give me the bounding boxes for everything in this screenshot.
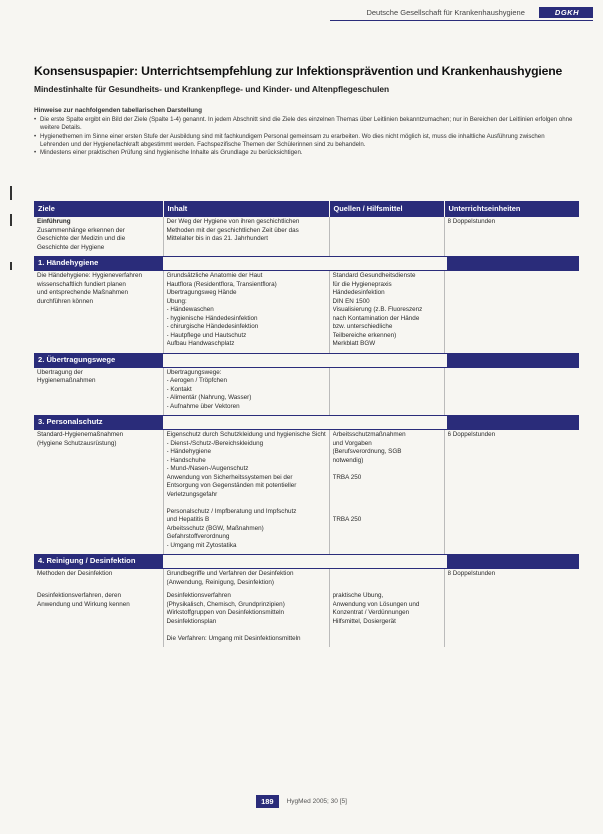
cell-line: Mittelalter bis in das 21. Jahrhundert	[166, 235, 269, 242]
section-title: 4. Reinigung / Desinfektion	[34, 554, 163, 569]
cell-line: Verletzungsgefahr	[166, 490, 218, 498]
table-cell	[163, 569, 329, 591]
table-cell	[444, 591, 579, 647]
table-cell	[163, 430, 329, 554]
hint-item: • Die erste Spalte ergibt ein Bild der Ziele (Spalte 1-4) genannt. In jedem Abschnitt sind die Ziele des einzelnen Themas über Leitlinien bekanntzumachen; nur in Bereichen der Leitlinien erfolgen ohne weitere Details.	[34, 116, 574, 132]
scan-mark	[10, 262, 12, 270]
section-title: 2. Übertragungswege	[34, 353, 163, 368]
cell-line: Methoden der Desinfektion	[37, 570, 113, 577]
cell-line: Teilbereiche erkennen)	[332, 331, 397, 339]
cell-line: Personalschutz / Impfberatung und Impfschutz	[166, 507, 297, 515]
scan-mark	[10, 186, 12, 200]
cell-line: wissenschaftlich fundiert planen	[37, 280, 126, 288]
cell-line: Gefahrstoffverordnung	[166, 533, 230, 540]
cell-line: - Umgang mit Zytostatika	[166, 541, 237, 549]
cell-line: Händedesinfektion	[332, 289, 385, 296]
table-cell	[444, 368, 579, 416]
cell-line	[333, 508, 441, 517]
table-cell	[329, 569, 444, 591]
table-cell	[444, 430, 579, 554]
cell-line: Standard Gesundheitsdienste	[332, 272, 416, 279]
cell-line: Eigenschutz durch Schutzkleidung und hygienische Sicht	[166, 431, 326, 438]
cell-line: Anwendung und Wirkung kennen	[37, 600, 130, 608]
cell-line	[167, 499, 326, 508]
hints-list	[34, 116, 574, 157]
table-row	[34, 569, 579, 591]
intro-heading: Einführung	[37, 218, 71, 225]
cell-line: notwendig)	[332, 456, 364, 464]
cell-line: Hygienemaßnahmen	[37, 377, 96, 384]
cell-line: Anwendung von Sicherheitssystemen bei der	[166, 473, 293, 481]
cell-line: Arbeitsschutz (BGW, Maßnahmen)	[166, 524, 264, 532]
cell-line: Übertragungswege:	[166, 368, 222, 376]
cell-line: - Mund-/Nasen-/Augenschutz	[166, 465, 249, 472]
cell-line: 6 Doppelstunden	[447, 431, 496, 438]
section-header-row	[34, 415, 579, 430]
dgkh-logo: DGKH	[539, 7, 593, 18]
cell-line: - Aerogen / Tröpfchen	[166, 377, 228, 384]
cell-line: Visualisierung (z.B. Fluoreszenz	[332, 306, 423, 313]
curriculum-table	[34, 201, 579, 647]
cell-line: Entsorgung von Gegenständen mit potentieller	[166, 482, 297, 489]
cell-line: durchführen können	[37, 297, 94, 305]
cell-line: und entsprechende Maßnahmen	[37, 289, 129, 296]
cell-line: (Berufsverordnung, SGB	[332, 448, 402, 455]
cell-line: DIN EN 1500	[332, 297, 370, 305]
cell-line: (Anwendung, Reinigung, Desinfektion)	[166, 578, 274, 586]
table-cell	[329, 591, 444, 647]
header-org: Deutsche Gesellschaft für Krankenhaushygiene	[366, 8, 525, 17]
section-title: 3. Personalschutz	[34, 415, 163, 430]
cell-line: - Alimentär (Nahrung, Wasser)	[166, 394, 252, 401]
cell-line: - Dienst-/Schutz-/Bereichskleidung	[166, 439, 264, 447]
table-cell	[444, 271, 579, 353]
section-title: 1. Händehygiene	[34, 256, 163, 271]
table-row	[34, 271, 579, 353]
table-cell	[34, 271, 163, 353]
page-number: 189	[256, 795, 279, 808]
cell-line: Hautflora (Residentflora, Transientflora)	[166, 280, 277, 288]
cell-line	[167, 626, 326, 635]
cell-line: bzw. unterschiedliche	[332, 323, 393, 330]
cell-line: Wirkstoffgruppen von Desinfektionsmitteln	[166, 609, 284, 616]
table-body	[34, 217, 579, 647]
hint-item: • Mindestens einer praktischen Prüfung sind hygienische Inhalte als Grundlage zu berücksichtigen.	[34, 149, 574, 157]
hints-block	[34, 107, 574, 157]
cell-line: Geschichte der Medizin und die	[37, 235, 126, 242]
header-rule	[330, 20, 593, 21]
page-footer	[0, 795, 603, 808]
cell-line: TRBA 250	[332, 473, 362, 481]
table-cell	[444, 569, 579, 591]
cell-line: und Vorgaben	[332, 439, 372, 447]
section-header-row	[34, 554, 579, 569]
cell-line: praktische Übung,	[332, 592, 384, 599]
cell-line: Hilfsmittel, Dosiergerät	[332, 617, 396, 625]
cell-line: - Handschuhe	[166, 456, 206, 464]
table-header-row	[34, 201, 579, 217]
cell-line: Konzentrat / Verdünnungen	[332, 609, 410, 616]
cell-line: und Hepatitis B	[166, 516, 210, 523]
header-ziele: Ziele	[34, 201, 163, 217]
cell-line: Anwendung von Lösungen und	[332, 600, 420, 608]
cell-line: - Kontakt	[166, 385, 192, 393]
table-row	[34, 368, 579, 416]
table-cell	[163, 591, 329, 647]
intro-quellen	[329, 217, 444, 256]
cell-line: Grundsätzliche Anatomie der Haut	[166, 272, 263, 279]
cell-line	[333, 499, 441, 508]
table-cell	[329, 430, 444, 554]
table-cell	[34, 591, 163, 647]
running-header	[330, 6, 593, 19]
cell-line: Desinfektionsverfahren	[166, 592, 231, 599]
cell-line	[333, 465, 441, 474]
cell-line: TRBA 250	[332, 516, 362, 523]
cell-line: Grundbegriffe und Verfahren der Desinfektion	[166, 570, 294, 577]
cell-line: Übertragungsweg Hände	[166, 289, 237, 296]
cell-line	[333, 491, 441, 500]
cell-line: Standard-Hygienemaßnahmen	[37, 431, 124, 438]
cell-line: Übung:	[166, 297, 187, 305]
hint-item: • Hygienethemen im Sinne einer ersten Stufe der Ausbildung sind mit fachkundigem Personal gemeinsam zu erarbeiten. Wo dies nicht möglich ist, muss die inhaltliche Ausführung zwischen Lehrenden und der Hygienefachkraft abgestimmt werden. Fachspezifische Themen der Schülerinnen sind zu behandeln.	[34, 133, 574, 149]
cell-line: für die Hygienepraxis	[332, 280, 392, 288]
cell-line: Aufbau Handwaschplatz	[166, 340, 235, 347]
cell-line: Desinfektionsverfahren, deren	[37, 592, 122, 599]
cell-line: (Hygiene Schutzausrüstung)	[37, 439, 117, 447]
cell-line: - Händewaschen	[166, 306, 214, 313]
document-subtitle: Mindestinhalte für Gesundheits- und Krankenpflege- und Kinder- und Altenpflegeschulen	[34, 84, 390, 94]
cell-line: - Aufnahme über Vektoren	[166, 402, 240, 410]
cell-line: Übertragung der	[37, 368, 83, 376]
cell-line: Methoden mit der geschichtlichen Zeit über das	[166, 226, 299, 234]
document-title: Konsensuspapier: Unterrichtsempfehlung zur Infektionsprävention und Krankenhaushygiene	[34, 64, 563, 78]
cell-line: Arbeitsschutzmaßnahmen	[332, 431, 406, 438]
cell-line: 8 Doppelstunden	[447, 218, 496, 225]
table-row	[34, 591, 579, 647]
table-cell	[329, 271, 444, 353]
cell-line: Die Händehygiene: Hygieneverfahren	[37, 272, 143, 279]
intro-row	[34, 217, 579, 256]
hints-title: Hinweise zur nachfolgenden tabellarischen Darstellung	[34, 107, 202, 114]
table-cell	[34, 368, 163, 416]
cell-line: Geschichte der Hygiene	[37, 243, 105, 251]
header-inhalt: Inhalt	[163, 201, 329, 217]
table-cell	[163, 368, 329, 416]
intro-inhalt	[163, 217, 329, 256]
section-header-row	[34, 353, 579, 368]
cell-line: Die Verfahren: Umgang mit Desinfektionsmitteln	[166, 634, 301, 642]
table-row	[34, 430, 579, 554]
cell-line: - Hautpflege und Hautschutz	[166, 331, 247, 339]
cell-line: (Physikalisch, Chemisch, Grundprinzipien)	[166, 600, 285, 608]
table-cell	[163, 271, 329, 353]
header-unterrichtseinheiten: Unterrichtseinheiten	[444, 201, 579, 217]
cell-line: Merkblatt BGW	[332, 340, 376, 347]
journal-ref: HygMed 2005; 30 [5]	[286, 798, 347, 805]
cell-line: Desinfektionsplan	[166, 617, 217, 625]
cell-line: - Händehygiene	[166, 448, 211, 455]
cell-line: - chirurgische Händedesinfektion	[166, 323, 259, 330]
cell-line: nach Kontamination der Hände	[332, 314, 420, 322]
cell-line: Zusammenhänge erkennen der	[37, 226, 125, 234]
cell-line: - hygienische Händedesinfektion	[166, 314, 258, 322]
cell-line	[333, 482, 441, 491]
cell-line: Der Weg der Hygiene von ihren geschichtlichen	[166, 218, 300, 225]
header-quellen: Quellen / Hilfsmittel	[329, 201, 444, 217]
table-cell	[34, 430, 163, 554]
cell-line: 8 Doppelstunden	[447, 570, 496, 577]
intro-ziele	[34, 217, 163, 256]
scan-mark	[10, 214, 12, 226]
intro-einheiten	[444, 217, 579, 256]
section-header-row	[34, 256, 579, 271]
table-cell	[34, 569, 163, 591]
table-cell	[329, 368, 444, 416]
